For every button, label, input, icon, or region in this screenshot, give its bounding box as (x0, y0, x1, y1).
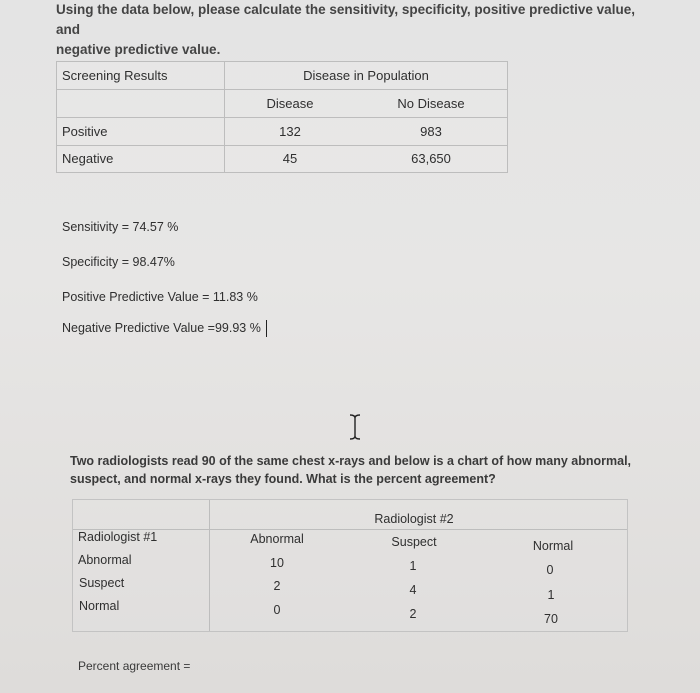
table-divider (56, 117, 508, 118)
question-2-line-1: Two radiologists read 90 of the same chest x-rays and below is a chart of how many abnormal, (70, 454, 632, 468)
row-label-negative: Negative (62, 151, 114, 166)
cell-positive-disease: 132 (279, 124, 301, 139)
row-label-positive: Positive (62, 124, 108, 139)
table-divider (209, 529, 627, 530)
text-caret (266, 320, 267, 337)
cell-normal-abnormal: 0 (273, 603, 281, 617)
normal-column-header: Normal (532, 539, 574, 553)
question-1-line-2: negative predictive value. (56, 42, 221, 57)
question-1 (56, 0, 656, 60)
row-label-suspect: Suspect (79, 576, 125, 590)
screening-results-header: Screening Results (62, 68, 168, 83)
ibeam-cursor-icon (348, 414, 362, 440)
radiologist-2-header: Radiologist #2 (374, 512, 454, 526)
question-1-line-1: Using the data below, please calculate the sensitivity, specificity, positive predictive value, and (56, 2, 635, 37)
row-label-normal: Normal (79, 599, 120, 613)
cell-normal-suspect: 2 (409, 607, 417, 621)
question-2-line-2: suspect, and normal x-rays they found. What is the percent agreement? (70, 472, 496, 486)
no-disease-column-header: No Disease (397, 96, 465, 111)
row-label-abnormal: Abnormal (78, 553, 132, 567)
cell-abnormal-abnormal: 10 (270, 556, 284, 570)
cell-negative-disease: 45 (282, 151, 298, 166)
screening-table (56, 61, 508, 173)
npv-answer[interactable]: Negative Predictive Value =99.93 % (62, 321, 261, 335)
table-divider (56, 89, 508, 90)
question-2 (70, 452, 670, 488)
cell-normal-normal: 70 (544, 612, 558, 626)
percent-agreement-label[interactable]: Percent agreement = (78, 659, 191, 673)
cell-abnormal-suspect: 1 (409, 559, 417, 573)
cell-negative-no-disease: 63,650 (411, 151, 451, 166)
table-divider (209, 500, 210, 631)
cell-suspect-suspect: 4 (409, 583, 417, 597)
disease-column-header: Disease (266, 96, 314, 111)
disease-in-population-header: Disease in Population (303, 68, 429, 83)
radiologist-1-header: Radiologist #1 (78, 530, 158, 544)
abnormal-column-header: Abnormal (250, 532, 304, 546)
cell-positive-no-disease: 983 (420, 124, 442, 139)
cell-suspect-normal: 1 (547, 588, 555, 602)
specificity-answer[interactable]: Specificity = 98.47% (62, 255, 175, 269)
ppv-answer[interactable]: Positive Predictive Value = 11.83 % (62, 290, 258, 304)
suspect-column-header: Suspect (391, 535, 437, 549)
cell-suspect-abnormal: 2 (273, 579, 281, 593)
table-divider (56, 145, 508, 146)
sensitivity-answer[interactable]: Sensitivity = 74.57 % (62, 220, 179, 234)
cell-abnormal-normal: 0 (546, 563, 554, 577)
